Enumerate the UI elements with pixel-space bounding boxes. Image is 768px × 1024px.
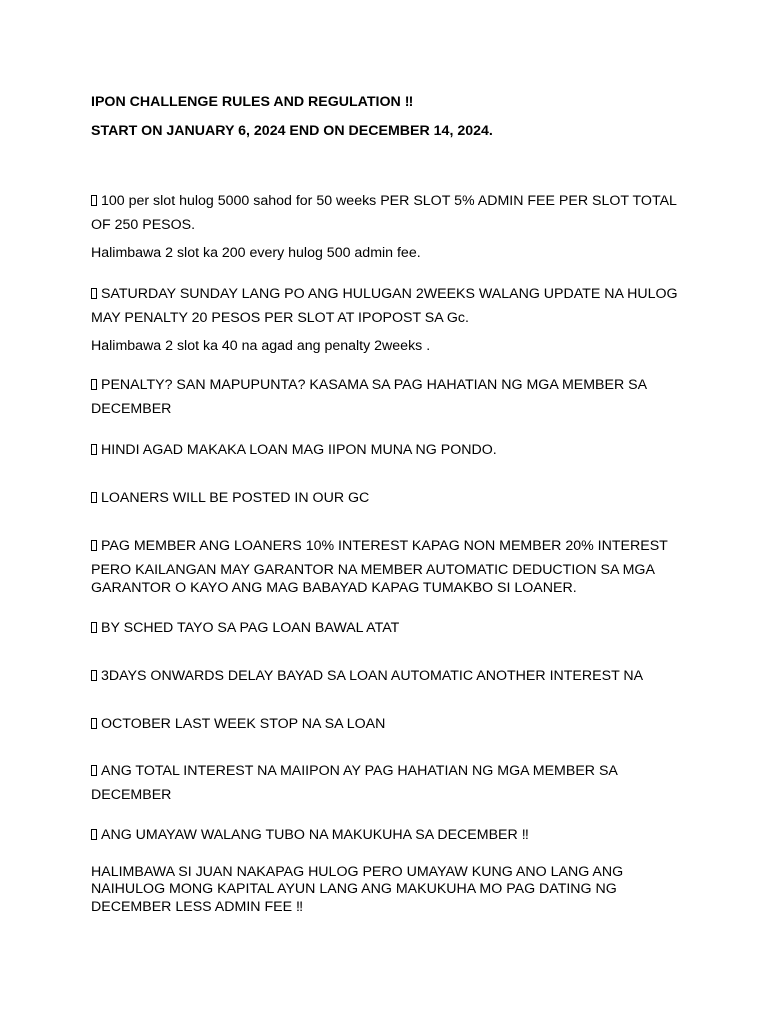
missing-glyph-box-icon [91, 718, 97, 729]
missing-glyph-box-icon [91, 622, 97, 633]
rule-6-line-2: PERO KAILANGAN MAY GARANTOR NA MEMBER AUTOMATIC DEDUCTION SA MGA [91, 562, 655, 578]
rule-6-line-1: PAG MEMBER ANG LOANERS 10% INTEREST KAPAG NON MEMBER 20% INTEREST [91, 538, 681, 555]
missing-glyph-box-icon [91, 444, 97, 455]
missing-glyph-box-icon [91, 195, 97, 206]
rule-5-line-1: LOANERS WILL BE POSTED IN OUR GC [91, 490, 681, 507]
missing-glyph-box-icon [91, 670, 97, 681]
closing-line-3: DECEMBER LESS ADMIN FEE ‼ [91, 899, 304, 915]
missing-glyph-box-icon [91, 492, 97, 503]
rule-4-line-1: HINDI AGAD MAKAKA LOAN MAG IIPON MUNA NG PONDO. [91, 442, 681, 459]
rule-2-line-1: SATURDAY SUNDAY LANG PO ANG HULUGAN 2WEEKS WALANG UPDATE NA HULOG [91, 286, 681, 303]
rule-1-example: Halimbawa 2 slot ka 200 every hulog 500 admin fee. [91, 245, 421, 261]
rule-1-line-2: OF 250 PESOS. [91, 217, 196, 233]
rule-9-line-1: OCTOBER LAST WEEK STOP NA SA LOAN [91, 716, 681, 733]
missing-glyph-box-icon [91, 540, 97, 551]
rule-3-line-2: DECEMBER [91, 401, 172, 417]
missing-glyph-box-icon [91, 765, 97, 776]
rule-10-line-1: ANG TOTAL INTEREST NA MAIIPON AY PAG HAHATIAN NG MGA MEMBER SA [91, 763, 681, 780]
rule-2-example: Halimbawa 2 slot ka 40 na agad ang penalty 2weeks . [91, 338, 431, 354]
rule-6-line-3: GARANTOR O KAYO ANG MAG BABAYAD KAPAG TUMAKBO SI LOANER. [91, 580, 577, 596]
rule-3-line-1: PENALTY? SAN MAPUPUNTA? KASAMA SA PAG HAHATIAN NG MGA MEMBER SA [91, 377, 681, 394]
document-title: IPON CHALLENGE RULES AND REGULATION ‼ [91, 94, 414, 110]
closing-line-2: NAIHULOG MONG KAPITAL AYUN LANG ANG MAKUKUHA MO PAG DATING NG [91, 881, 617, 897]
missing-glyph-box-icon [91, 288, 97, 299]
rule-11-line-1: ANG UMAYAW WALANG TUBO NA MAKUKUHA SA DECEMBER ‼ [91, 827, 681, 844]
rule-10-line-2: DECEMBER [91, 787, 172, 803]
closing-line-1: HALIMBAWA SI JUAN NAKAPAG HULOG PERO UMAYAW KUNG ANO LANG ANG [91, 864, 624, 880]
missing-glyph-box-icon [91, 829, 97, 840]
rule-1-line-1: 100 per slot hulog 5000 sahod for 50 weeks PER SLOT 5% ADMIN FEE PER SLOT TOTAL [91, 193, 681, 210]
rule-8-line-1: 3DAYS ONWARDS DELAY BAYAD SA LOAN AUTOMATIC ANOTHER INTEREST NA [91, 668, 681, 685]
missing-glyph-box-icon [91, 379, 97, 390]
rule-7-line-1: BY SCHED TAYO SA PAG LOAN BAWAL ATAT [91, 620, 681, 637]
document-date-range: START ON JANUARY 6, 2024 END ON DECEMBER 14, 2024. [91, 123, 493, 139]
rule-2-line-2: MAY PENALTY 20 PESOS PER SLOT AT IPOPOST SA Gc. [91, 310, 469, 326]
